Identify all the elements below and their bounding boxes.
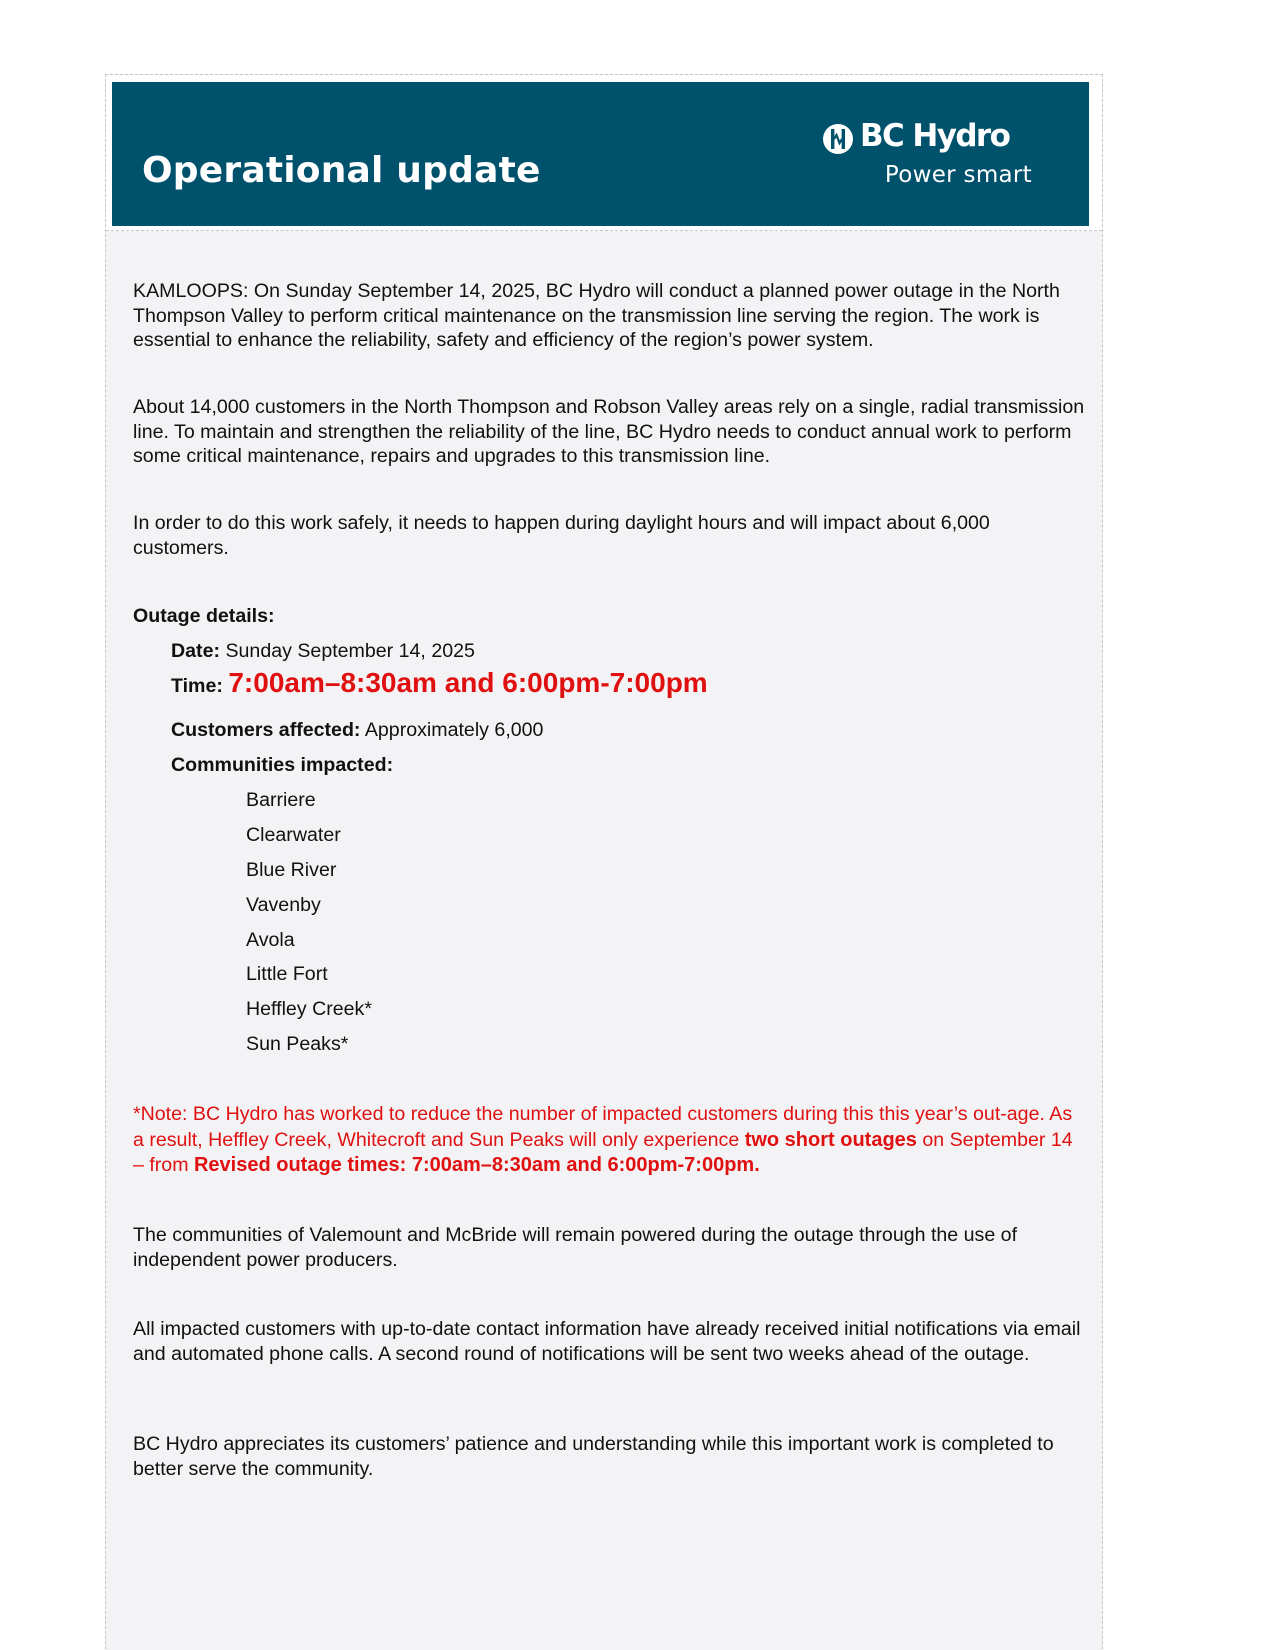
note-emphasis-short-outages: two short outages xyxy=(744,1128,917,1151)
community-item: Barriere xyxy=(246,789,316,811)
customers-affected xyxy=(171,718,543,743)
header-banner xyxy=(112,82,1089,226)
document-card xyxy=(105,74,1103,1650)
customers-value: Approximately 6,000 xyxy=(364,719,544,741)
note-text-1: *Note: BC Hydro has worked to reduce the number of impacted customers during this this year’s out-age. As a result, Heffley Creek, Whitecroft and Sun Peaks will only experience xyxy=(133,1103,1073,1151)
note-text-2: on September 14 – from xyxy=(133,1128,1073,1176)
page-title: Operational update xyxy=(142,150,541,191)
community-item: Blue River xyxy=(246,859,337,881)
community-item: Vavenby xyxy=(246,894,321,916)
customers-label: Customers affected: xyxy=(171,719,361,741)
date-label: Date: xyxy=(171,640,220,662)
brand-name: BC Hydro xyxy=(860,118,1010,154)
communities-label: Communities impacted: xyxy=(171,754,394,776)
thanks-paragraph: BC Hydro appreciates its customers’ patience and understanding while this important work is completed to better serve the community. xyxy=(133,1433,1054,1480)
notifications-paragraph: All impacted customers with up-to-date contact information have already received initial notifications via email and automated phone calls. A second round of notifications will be sent two weeks ahead of the outage. xyxy=(133,1318,1081,1365)
bc-hydro-logo-icon xyxy=(822,123,854,155)
intro-paragraph: KAMLOOPS: On Sunday September 14, 2025, BC Hydro will conduct a planned power outage in the North Thompson Valley to perform critical maintenance on the transmission line serving the region. The work is essential to enhance the reliability, safety and efficiency of the region’s power system. xyxy=(133,280,1060,351)
community-item: Clearwater xyxy=(246,824,341,846)
outage-date xyxy=(171,639,475,664)
community-item: Avola xyxy=(246,929,295,951)
safety-paragraph: In order to do this work safely, it needs to happen during daylight hours and will impact about 6,000 customers. xyxy=(133,512,990,559)
time-value: 7:00am–8:30am and 6:00pm-7:00pm xyxy=(228,667,708,698)
header-frame xyxy=(106,75,1102,231)
valemount-paragraph: The communities of Valemount and McBride will remain powered during the outage through the use of independent power producers. xyxy=(133,1224,1018,1271)
revision-note xyxy=(133,1102,1088,1179)
community-item: Heffley Creek* xyxy=(246,998,372,1020)
outage-details-heading: Outage details: xyxy=(133,605,275,627)
brand-logo xyxy=(822,118,1032,192)
date-value: Sunday September 14, 2025 xyxy=(225,640,475,662)
outage-time xyxy=(171,667,708,699)
time-label: Time: xyxy=(171,675,223,697)
brand-tagline: Power smart xyxy=(884,162,1032,188)
community-item: Sun Peaks* xyxy=(246,1033,349,1055)
note-emphasis-revised-times: Revised outage times: 7:00am–8:30am and 6:00pm-7:00pm. xyxy=(193,1154,760,1176)
community-item: Little Fort xyxy=(246,963,328,985)
background-paragraph: About 14,000 customers in the North Thompson and Robson Valley areas rely on a single, radial transmission line. To maintain and strengthen the reliability of the line, BC Hydro needs to conduct annual work to perform some critical maintenance, repairs and upgrades to this transmission line. xyxy=(133,396,1085,467)
